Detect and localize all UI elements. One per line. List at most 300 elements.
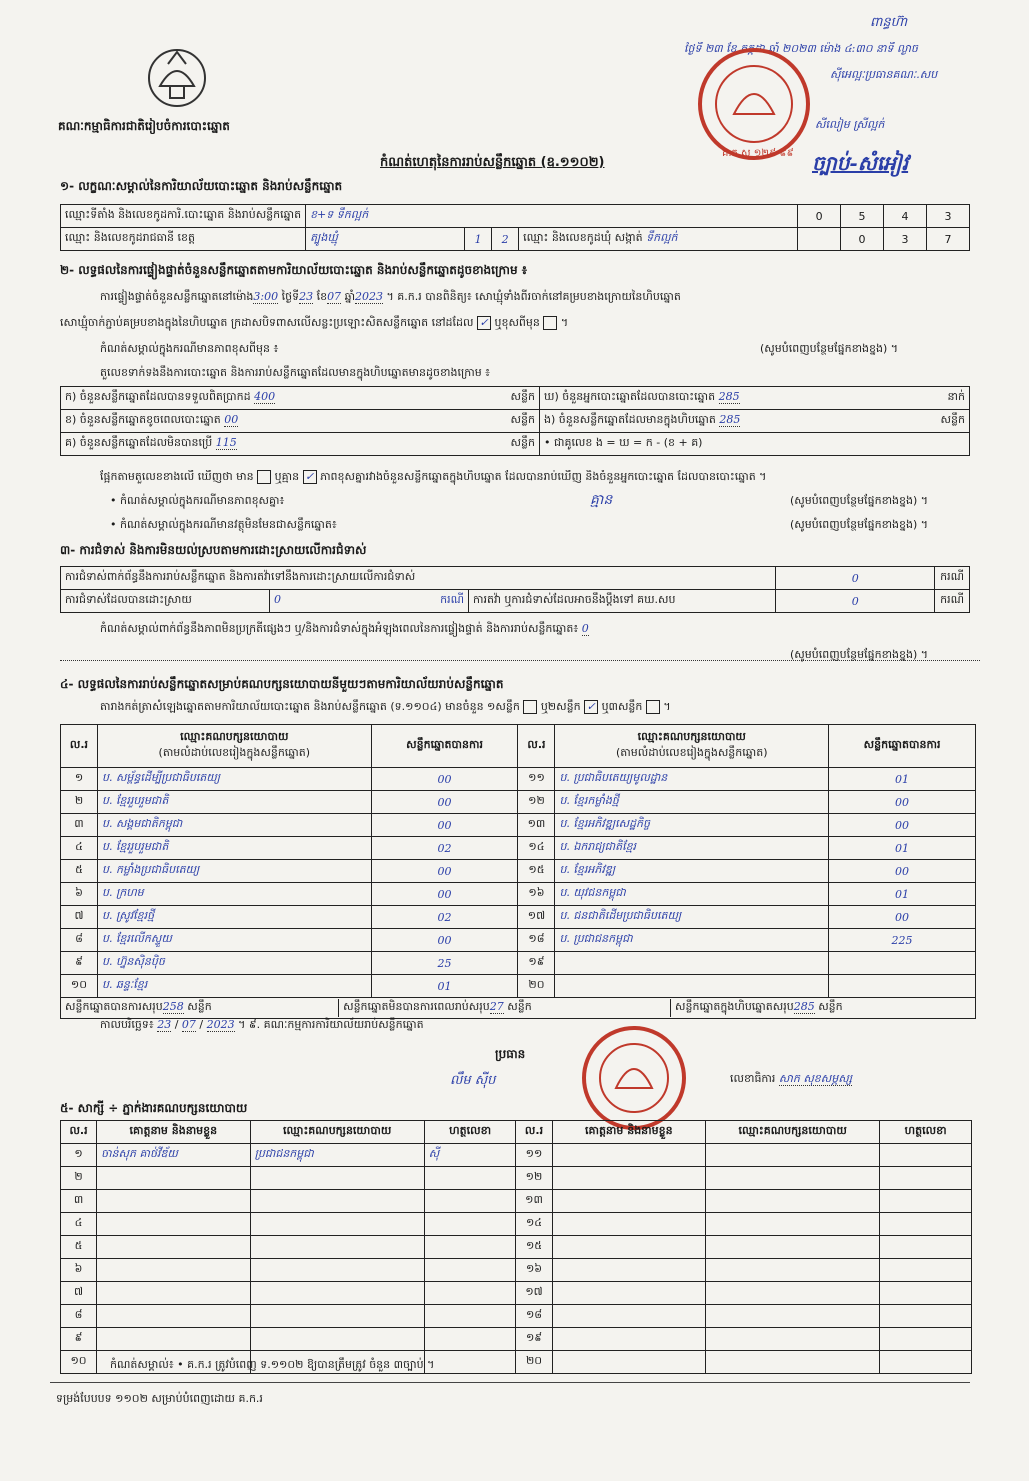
table-row — [61, 952, 976, 975]
party-name: ប. កម្លាំងប្រជាធិបតេយ្យ — [97, 860, 371, 883]
province-label: ឈ្មោះ និងលេខកូដរាជធានី ខេត្ត — [61, 228, 306, 251]
row-number: ១២ — [516, 1167, 552, 1190]
witness-party — [706, 1213, 880, 1236]
party-name: ប. ស្រូវខ្មែរថ្មី — [97, 906, 371, 929]
witness-name — [97, 1328, 251, 1351]
unit: ករណី — [935, 567, 970, 590]
party-votes: 02 — [371, 906, 518, 929]
party-votes: 00 — [829, 906, 976, 929]
witness-name — [97, 1305, 251, 1328]
table-row — [61, 1328, 972, 1351]
witness-signature — [880, 1328, 972, 1351]
total-invalid-value: 27 — [489, 1000, 504, 1013]
fill-note: (សូមបំពេញបន្ថែមផ្នែកខាងខ្នង) ។ — [790, 648, 929, 661]
col-party-sub: (តាមលំដាប់លេខរៀងក្នុងសន្លឹកឆ្នោត) — [158, 746, 311, 759]
row-number: ៤ — [61, 837, 98, 860]
party-votes: 00 — [371, 814, 518, 837]
text: កំណត់សម្គាល់ពាក់ព័ន្ធនឹងភាពមិនប្រក្រតីផ្សេងៗ ឬ/និងការជំទាស់ក្នុងអំឡុងពេលនៃការផ្ទៀងផ្ទាត់ និងការរាប់សន្លឹកឆ្នោត៖ — [100, 622, 579, 635]
footer-divider — [50, 1382, 970, 1383]
witness-party — [706, 1190, 880, 1213]
committee-label: ៩. គណៈកម្មការការិយាល័យរាប់សន្លឹកឆ្នោត — [248, 1018, 424, 1031]
witness-party — [250, 1328, 424, 1351]
diff-note-line — [100, 342, 980, 358]
irregularity-value: 0 — [581, 622, 589, 635]
witness-party — [706, 1328, 880, 1351]
date-month: 07 — [181, 1018, 196, 1031]
fill-note: (សូមបំពេញបន្ថែមផ្នែកខាងខ្នង) ។ — [790, 518, 929, 531]
witness-name — [97, 1213, 251, 1236]
two-sheet-checkbox[interactable]: ✓ — [584, 700, 598, 714]
witness-party: ប្រជាជនកម្ពុជា — [250, 1144, 424, 1167]
date-day: 23 — [157, 1018, 172, 1031]
row-number: ២ — [61, 1167, 97, 1190]
bullet1-value: គ្មាន — [590, 492, 613, 508]
text: ឬខុសពីមុន — [494, 316, 540, 329]
col-party-sub: (តាមលំដាប់លេខរៀងក្នុងសន្លឹកឆ្នោត) — [616, 746, 768, 759]
voters-label: ឃ) ចំនួនអ្នកបោះឆ្នោតដែលបានបោះឆ្នោត — [544, 390, 716, 403]
table-row — [61, 860, 976, 883]
fill-line — [60, 648, 980, 661]
three-sheet-checkbox[interactable] — [646, 700, 660, 714]
party-votes: 00 — [371, 860, 518, 883]
party-name: ប. ខ្មែរអភិវឌ្ឍ — [555, 860, 829, 883]
section5-title: ៥- សាក្សី ÷ ភ្នាក់ងារគណបក្សនយោបាយ — [60, 1101, 248, 1115]
party-votes: 00 — [829, 814, 976, 837]
table-row — [61, 929, 976, 952]
witness-name — [552, 1351, 706, 1374]
witness-party — [706, 1144, 880, 1167]
table-row — [61, 814, 976, 837]
party-name — [555, 952, 829, 975]
unit: សន្លឹក — [187, 1000, 212, 1013]
unit: សន្លឹក — [510, 390, 535, 403]
text: សោឃ្មុំចាក់ភ្ជាប់គម្របខាងក្នុងនៃហិបឆ្នោត ក្រដាសបិទពាសលើសន្លះប្រឡោះសិតសន្លឹកឆ្នោត នៅដដែល — [60, 316, 474, 329]
witness-signature — [424, 1190, 516, 1213]
bullet2-line — [110, 518, 980, 534]
party-votes: 25 — [371, 952, 518, 975]
row-number: ៦ — [61, 883, 98, 906]
row-number: ៩ — [61, 952, 98, 975]
received-signer: សីលៀម ស្រីល្អក់ — [815, 118, 885, 131]
commune-label: ឈ្មោះ និងលេខកូដឃុំ សង្កាត់ — [523, 231, 643, 244]
witness-signature — [424, 1351, 516, 1374]
col-no: ល.រ — [61, 725, 98, 768]
row-number: ៤ — [61, 1213, 97, 1236]
total-valid-label: សន្លឹកឆ្នោតបានការសរុប — [65, 1000, 163, 1013]
party-name: ប. យុវជនកម្ពុជា — [555, 883, 829, 906]
party-name: ប. ប្រជាជនកម្ពុជា — [555, 929, 829, 952]
resolved-value: 0 — [274, 593, 281, 606]
row-number: ១៥ — [518, 860, 555, 883]
col-party: ឈ្មោះគណបក្សនយោបាយ — [180, 730, 289, 743]
witness-party — [250, 1259, 424, 1282]
party-name: ប. ខ្មែរកម្លាំងថ្មី — [555, 791, 829, 814]
witness-party — [706, 1236, 880, 1259]
workplace-label: ឈ្មោះទីតាំង និងលេខកូដការិ.បោះឆ្នោត និងរាប់សន្លឹកឆ្នោត — [61, 205, 306, 228]
witness-signature — [424, 1236, 516, 1259]
witness-signature — [424, 1328, 516, 1351]
table-row — [61, 1190, 972, 1213]
has-diff-checkbox[interactable] — [257, 470, 271, 484]
col-party: ឈ្មោះគណបក្សនយោបាយ — [706, 1121, 880, 1144]
witness-signature — [424, 1282, 516, 1305]
commune-value: ទឹកល្អក់ — [646, 231, 678, 244]
witness-name — [552, 1305, 706, 1328]
party-votes: 225 — [829, 929, 976, 952]
witness-signature — [880, 1351, 972, 1374]
text: ផ្អែកតាមតួលេខខាងលើ ឃើញថា មាន — [100, 470, 254, 483]
text: កាលបរិច្ឆេទ៖ — [100, 1018, 154, 1031]
row-number: ១១ — [518, 768, 555, 791]
org-name: គណៈកម្មាធិការជាតិរៀបចំការបោះឆ្នោត — [58, 119, 230, 133]
party-votes: 00 — [371, 929, 518, 952]
row-number: ៨ — [61, 1305, 97, 1328]
top-right-code: ពាន្ធហ៊ា — [870, 15, 908, 30]
witness-signature — [424, 1259, 516, 1282]
code-digit: 4 — [884, 205, 927, 228]
text: ភាពខុសគ្នារវាងចំនួនសន្លឹកឆ្នោតក្នុងហិបឆ្នោត ដែលបានរាប់ឃើញ និងចំនួនអ្នកបោះឆ្នោត ដែលបានបោះឆ្នោត ។ — [320, 470, 767, 483]
table-row — [61, 975, 976, 998]
text: ឆ្នាំ — [344, 290, 356, 303]
row-number: ១៤ — [518, 837, 555, 860]
section4-title: ៤- លទ្ធផលនៃការរាប់សន្លឹកឆ្នោតសម្រាប់គណបក្សនយោបាយនីមួយៗតាមការិយាល័យរាប់សន្លឹកឆ្នោត — [60, 677, 504, 691]
row-number: ៥ — [61, 860, 98, 883]
box-ballots-value: 285 — [719, 413, 741, 426]
total-box-label: សន្លឹកឆ្នោតក្នុងហិបឆ្នោតសរុប — [675, 1000, 794, 1013]
witness-party — [706, 1282, 880, 1305]
witness-signature — [880, 1282, 972, 1305]
row-number: ២០ — [516, 1351, 552, 1374]
chair-signature: លឹម ស៊ីប — [450, 1073, 496, 1088]
witness-party — [706, 1351, 880, 1374]
unused-ballots-label: គ) ចំនួនសន្លឹកឆ្នោតដែលមិនបានប្រើ — [65, 436, 213, 449]
bottom-note: ទម្រង់បែបបទ ១១០២ សម្រាប់បំពេញដោយ គ.ក.រ — [56, 1392, 263, 1405]
spoiled-ballots-value: 00 — [224, 413, 239, 426]
row-number: ១១ — [516, 1144, 552, 1167]
row-number: ៨ — [61, 929, 98, 952]
form-title: កំណត់ហេតុនៃការរាប់សន្លឹកឆ្នោត (ឧ.១១០២) — [380, 155, 605, 170]
row-number: ១៨ — [516, 1305, 552, 1328]
figures-table — [60, 386, 970, 456]
unit: សន្លឹក — [510, 436, 535, 449]
party-name: ប. ជនជាតិដើមប្រជាធិបតេយ្យ — [555, 906, 829, 929]
date-line: កាលបរិច្ឆេទ៖ 23 / 07 / 2023 ។ ៩. គណៈកម្មការការិយាល័យរាប់សន្លឹកឆ្នោត — [100, 1018, 424, 1031]
code-digit: 5 — [841, 205, 884, 228]
party-votes: 01 — [829, 768, 976, 791]
witness-party — [250, 1190, 424, 1213]
row-number: ២០ — [518, 975, 555, 998]
one-sheet-checkbox[interactable] — [523, 700, 537, 714]
witness-name — [552, 1259, 706, 1282]
party-name: ប. សម្ព័ន្ធដើម្បីប្រជាធិបតេយ្យ — [97, 768, 371, 791]
objections-table — [60, 566, 970, 613]
text: ខែ — [316, 290, 328, 303]
commune-code-digit: 3 — [884, 228, 927, 251]
tally-sheet-line: តារាងកត់ត្រាសំឡេងឆ្នោតតាមការិយាល័យបោះឆ្នោត និងរាប់សន្លឹកឆ្នោត (ទ.១១០៤) មានចំនួន ១សន្លឹក ឬ២សន្លឹក ✓ ឬ៣សន្លឹក ។ — [100, 700, 671, 713]
secretary-signature: សាក សុខសម្ភស្ស — [778, 1072, 852, 1085]
row-number: ១៧ — [516, 1282, 552, 1305]
col-no: ល.រ — [516, 1121, 552, 1144]
col-no: ល.រ — [61, 1121, 97, 1144]
total-valid-value: 258 — [162, 1000, 184, 1013]
total-invalid-label: សន្លឹកឆ្នោតមិនបានការពេលរាប់សរុប — [343, 1000, 490, 1013]
year-value: 2023 — [355, 290, 384, 303]
secretary-line — [730, 1072, 852, 1088]
table-row — [61, 1167, 972, 1190]
witness-party — [250, 1167, 424, 1190]
witness-signature — [880, 1236, 972, 1259]
row-number: ១៦ — [516, 1259, 552, 1282]
table-row — [61, 906, 976, 929]
row-number: ២ — [61, 791, 98, 814]
section2-title: ២- លទ្ធផលនៃការផ្ទៀងផ្ទាត់ចំនួនសន្លឹកឆ្នោតតាមការិយាល័យបោះឆ្នោត និងរាប់សន្លឹកឆ្នោតដូចខាងក្រោម ៖ — [60, 263, 528, 277]
workplace-value: ខ+ទ ទឹកល្អក់ — [306, 205, 798, 228]
unit: ករណី — [440, 593, 464, 606]
unit: សន្លឹក — [940, 413, 965, 426]
objections-value: 0 — [776, 567, 935, 590]
seal-line: សោឃ្មុំចាក់ភ្ជាប់គម្របខាងក្នុងនៃហិបឆ្នោត ក្រដាសបិទពាសលើសន្លះប្រឡោះសិតសន្លឹកឆ្នោត នៅដដែល ✓ ឬខុសពីមុន ។ — [60, 316, 569, 329]
row-number: ១៤ — [516, 1213, 552, 1236]
text: ឬ២សន្លឹក — [540, 700, 581, 713]
box-ballots-label: ង) ចំនួនសន្លឹកឆ្នោតដែលមានក្នុងហិបឆ្នោត — [544, 413, 716, 426]
witness-signature — [880, 1213, 972, 1236]
witness-name — [552, 1236, 706, 1259]
commune-code-digit: 7 — [926, 228, 969, 251]
row-number: ៣ — [61, 814, 98, 837]
party-name: ប. ខ្មែររួបរួមជាតិ — [97, 791, 371, 814]
commune-code-digit: 0 — [841, 228, 884, 251]
party-name: ប. ខ្មែររួបរួមជាតិ — [97, 837, 371, 860]
col-votes: សន្លឹកឆ្នោតបានការ — [829, 725, 976, 768]
different-checkbox[interactable] — [543, 316, 557, 330]
fill-note: (សូមបំពេញបន្ថែមផ្នែកខាងខ្នង) ។ — [790, 494, 929, 507]
row-number: ៣ — [61, 1190, 97, 1213]
witness-party — [250, 1236, 424, 1259]
witness-table — [60, 1120, 972, 1374]
party-name: ប. ខ្មែរអភិវឌ្ឍសេដ្ឋកិច្ច — [555, 814, 829, 837]
received-ballots-value: 400 — [254, 390, 276, 403]
fill-note: (សូមបំពេញបន្ថែមផ្នែកខាងខ្នង) ។ — [760, 342, 899, 355]
table-row — [61, 1259, 972, 1282]
party-votes: 01 — [829, 837, 976, 860]
secretary-label: លេខាធិការ — [730, 1072, 776, 1085]
no-diff-checkbox[interactable]: ✓ — [303, 470, 317, 484]
section1-title: ១- លក្ខណៈសម្គាល់នៃការិយាល័យបោះឆ្នោត និងរាប់សន្លឹកឆ្នោត — [60, 179, 343, 193]
witness-name — [97, 1236, 251, 1259]
party-name: ប. ខ្មែរលើកស្ទួយ — [97, 929, 371, 952]
code-digit: 3 — [926, 205, 969, 228]
table-row — [61, 883, 976, 906]
objections-label: ការជំទាស់ពាក់ព័ន្ធនឹងការរាប់សន្លឹកឆ្នោត និងការតវ៉ាទៅនឹងការដោះស្រាយលើការជំទាស់ — [61, 567, 776, 590]
row-number: ១៩ — [516, 1328, 552, 1351]
total-box-value: 285 — [793, 1000, 815, 1013]
witness-name — [97, 1282, 251, 1305]
party-name: ប. ឆន្ទៈខ្មែរ — [97, 975, 371, 998]
party-name: ប. ឯករាជ្យជាតិខ្មែរ — [555, 837, 829, 860]
text: តារាងកត់ត្រាសំឡេងឆ្នោតតាមការិយាល័យបោះឆ្នោត និងរាប់សន្លឹកឆ្នោត (ទ.១១០៤) មានចំនួន ១សន្លឹក — [100, 700, 520, 713]
unit: នាក់ — [947, 390, 965, 403]
col-votes: សន្លឹកឆ្នោតបានការ — [371, 725, 518, 768]
table-row — [61, 791, 976, 814]
col-party: ឈ្មោះគណបក្សនយោបាយ — [637, 730, 746, 743]
text: ។ គ.ក.រ បានពិនិត្យ៖ សោឃ្មុំទាំងពីរចាក់នៅគម្របខាងក្រោយនៃហិបឆ្នោត — [386, 290, 681, 303]
verification-line — [100, 290, 980, 306]
witness-name — [97, 1190, 251, 1213]
irregularity-note — [100, 622, 589, 638]
witness-name — [552, 1167, 706, 1190]
witness-party — [250, 1213, 424, 1236]
row-number: ១៦ — [518, 883, 555, 906]
unit: សន្លឹក — [818, 1000, 843, 1013]
row-number: ១៩ — [518, 952, 555, 975]
witness-name — [97, 1167, 251, 1190]
row-number: ១៥ — [516, 1236, 552, 1259]
unit: ករណី — [935, 590, 970, 613]
text: កំណត់សម្គាល់ក្នុងករណីមានភាពខុសពីមុន ៖ — [100, 342, 279, 355]
section3-title: ៣- ការជំទាស់ និងការមិនយល់ស្របតាមការដោះស្រាយលើការជំទាស់ — [60, 543, 367, 557]
month-value: 07 — [327, 290, 342, 303]
discrepancy-line — [100, 470, 980, 486]
appeal-label: ការតវ៉ា ឬការជំទាស់ដែលអាចនឹងប្តឹងទៅ គឃ.សប — [469, 590, 776, 613]
col-party: ឈ្មោះគណបក្សនយោបាយ — [250, 1121, 424, 1144]
col-sign: ហត្ថលេខា — [424, 1121, 516, 1144]
resolved-label: ការជំទាស់ដែលបានដោះស្រាយ — [61, 590, 270, 613]
witness-name — [552, 1190, 706, 1213]
date-year: 2023 — [206, 1018, 235, 1031]
table-row — [61, 768, 976, 791]
nec-emblem-icon — [140, 46, 214, 110]
party-results-table — [60, 724, 976, 1019]
text: ការផ្ទៀងផ្ទាត់ចំនួនសន្លឹកឆ្នោតនៅម៉ោង — [100, 290, 254, 303]
received-ballots-label: ក) ចំនួនសន្លឹកឆ្នោតដែលបានទទួលពិតប្រាកដ — [65, 390, 251, 403]
col-name: គោត្តនាម និងនាមខ្លួន — [97, 1121, 251, 1144]
province-code-digit: 2 — [492, 228, 519, 251]
party-name: ប. ក្រហម — [97, 883, 371, 906]
witness-signature — [880, 1167, 972, 1190]
witness-signature — [880, 1305, 972, 1328]
day-value: 23 — [299, 290, 314, 303]
table-row — [61, 837, 976, 860]
province-code-digit: 1 — [465, 228, 492, 251]
text: ថ្ងៃទី — [281, 290, 300, 303]
row-number: ៥ — [61, 1236, 97, 1259]
figures-intro: តួលេខទាក់ទងនឹងការបោះឆ្នោត និងការរាប់សន្លឹកឆ្នោតដែលមានក្នុងហិបឆ្នោតមានដូចខាងក្រោម ៖ — [100, 366, 491, 379]
party-votes: 00 — [829, 860, 976, 883]
party-name: ប. ប្រជាធិបតេយ្យមូលដ្ឋាន — [555, 768, 829, 791]
row-number: ១៧ — [518, 906, 555, 929]
code-digit: 0 — [798, 205, 841, 228]
province-value: ត្បូងឃ្មុំ — [306, 228, 465, 251]
row-number: ១ — [61, 1144, 97, 1167]
committee-stamp-icon — [578, 1022, 690, 1134]
col-sign: ហត្ថលេខា — [880, 1121, 972, 1144]
party-votes: 00 — [371, 883, 518, 906]
table-row — [61, 1305, 972, 1328]
witness-party — [706, 1167, 880, 1190]
table-row — [61, 1282, 972, 1305]
row-number: ១ — [61, 768, 98, 791]
col-no: ល.រ — [518, 725, 555, 768]
unit: សន្លឹក — [507, 1000, 532, 1013]
witness-name: ចាន់សុភ គាថ់វីឌ័យ — [97, 1144, 251, 1167]
row-number: ៧ — [61, 1282, 97, 1305]
chair-label: ប្រធាន — [495, 1047, 526, 1061]
text: ឬ៣សន្លឹក — [601, 700, 643, 713]
formula: • ជាគូលេខ ង = ឃ = ក - (ខ + គ) — [540, 433, 970, 456]
row-number: ៧ — [61, 906, 98, 929]
party-votes: 00 — [829, 791, 976, 814]
col-name: គោត្តនាម និងនាមខ្លួន — [552, 1121, 706, 1144]
party-votes: 01 — [371, 975, 518, 998]
text: ឬគ្មាន — [274, 470, 300, 483]
witness-party — [250, 1282, 424, 1305]
section1-table — [60, 204, 970, 251]
spoiled-ballots-label: ខ) ចំនួនសន្លឹកឆ្នោតខូចពេលបោះឆ្នោត — [65, 413, 221, 426]
unit: សន្លឹក — [510, 413, 535, 426]
table-row — [61, 1213, 972, 1236]
witness-party — [706, 1305, 880, 1328]
party-votes — [829, 975, 976, 998]
witness-signature — [424, 1305, 516, 1328]
appeal-value: 0 — [776, 590, 935, 613]
party-votes — [829, 952, 976, 975]
party-votes: 02 — [371, 837, 518, 860]
party-name — [555, 975, 829, 998]
party-name: ប. សង្គមជាតិកម្ពុជា — [97, 814, 371, 837]
time-value: 3:00 — [253, 290, 279, 303]
text: • កំណត់សម្គាល់ក្នុងករណីមានភាពខុសគ្នា៖ — [110, 494, 285, 507]
witness-name — [552, 1328, 706, 1351]
unused-ballots-value: 115 — [215, 436, 237, 449]
voters-value: 285 — [718, 390, 740, 403]
witness-name — [552, 1213, 706, 1236]
witness-signature — [880, 1144, 972, 1167]
witness-signature: ស៊ី — [424, 1144, 516, 1167]
party-votes: 01 — [829, 883, 976, 906]
bullet1-line — [110, 494, 980, 510]
witness-name — [97, 1259, 251, 1282]
footnote: កំណត់សម្គាល់៖ • គ.ក.រ ត្រូវបំពេញ ទ.១១០២ ឱ្យបានត្រឹមត្រូវ ចំនួន ៣ច្បាប់ ។ — [110, 1358, 435, 1371]
same-checkbox[interactable]: ✓ — [477, 316, 491, 330]
row-number: ១៨ — [518, 929, 555, 952]
party-votes: 00 — [371, 768, 518, 791]
received-role: ស៊ីអេល្អៈប្រធានគណៈ.សប — [830, 68, 938, 81]
witness-signature — [880, 1190, 972, 1213]
table-row — [61, 1236, 972, 1259]
row-number: ១២ — [518, 791, 555, 814]
copy-label: ច្បាប់-សំអៀវ — [812, 151, 909, 175]
witness-name — [552, 1282, 706, 1305]
stamp-text: គ.ក.ស ១២៩-៩៩ — [722, 148, 794, 159]
text: • កំណត់សម្គាល់ក្នុងករណីមានវត្ថុមិនមែនជាសន្លឹកឆ្នោត៖ — [110, 518, 337, 531]
witness-party — [706, 1259, 880, 1282]
received-note: ថ្ងៃទី ២៣ ខែ កក្កដា ឆ្នាំ ២០២៣ ម៉ោង ៤:៣០ នាទី ល្ងាច — [684, 42, 918, 55]
row-number: ៩ — [61, 1328, 97, 1351]
witness-party — [250, 1305, 424, 1328]
row-number: ១៣ — [516, 1190, 552, 1213]
witness-name — [552, 1144, 706, 1167]
row-number: ១០ — [61, 975, 98, 998]
row-number: ១០ — [61, 1351, 97, 1374]
row-number: ១៣ — [518, 814, 555, 837]
witness-signature — [424, 1167, 516, 1190]
table-row — [61, 1144, 972, 1167]
witness-signature — [424, 1213, 516, 1236]
witness-signature — [880, 1259, 972, 1282]
party-name: ប. ហ្វ៊ុនស៊ិនប៉ិច — [97, 952, 371, 975]
party-votes: 00 — [371, 791, 518, 814]
row-number: ៦ — [61, 1259, 97, 1282]
